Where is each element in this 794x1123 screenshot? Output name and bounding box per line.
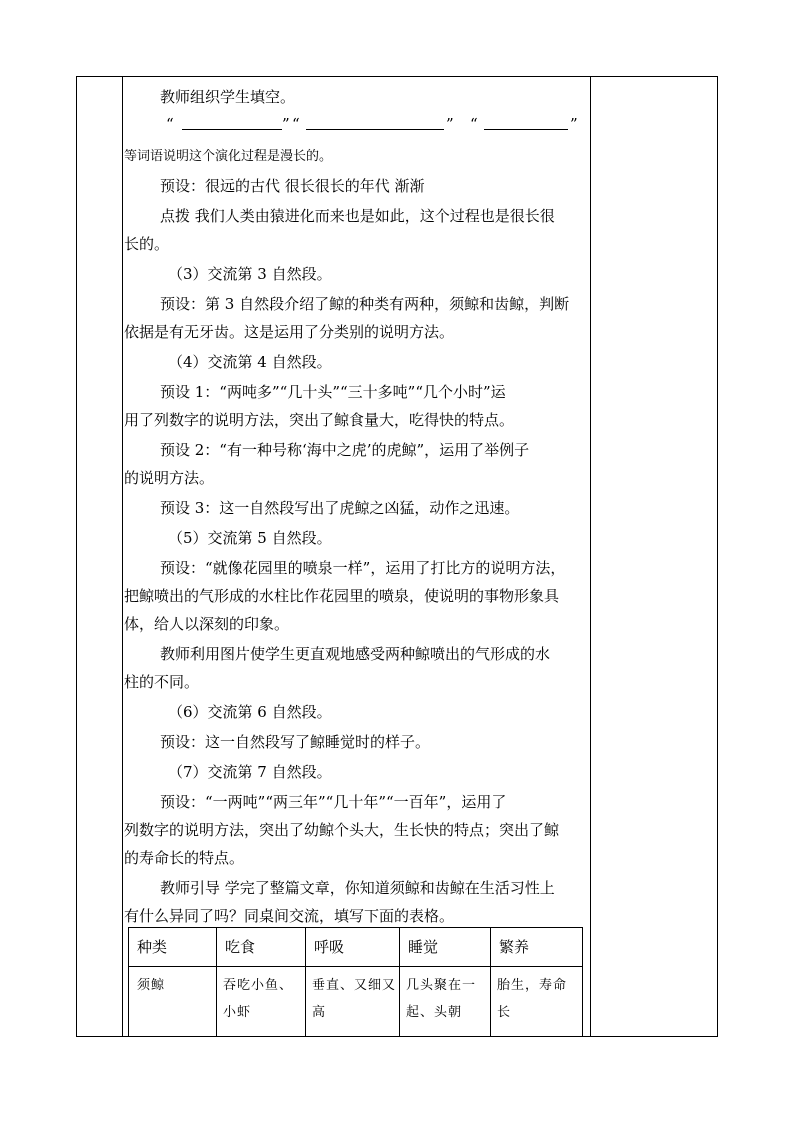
paragraph: 的说明方法。 — [124, 469, 215, 487]
paragraph: 预设 3：这一自然段写出了虎鲸之凶猛，动作之迅速。 — [160, 499, 520, 517]
column-divider-left — [122, 77, 123, 1036]
paragraph: 预设：这一自然段写了鲸睡觉时的样子。 — [160, 733, 431, 751]
paragraph: 点拨 我们人类由猿进化而来也是如此，这个过程也是很长很 — [160, 207, 555, 225]
paragraph: 预设：“就像花园里的喷泉一样”，运用了打比方的说明方法， — [160, 559, 566, 577]
quote-close: ” — [282, 115, 290, 133]
paragraph: 列数字的说明方法，突出了幼鲸个头大，生长快的特点；突出了鲸 — [124, 821, 560, 839]
paragraph: 柱的不同。 — [124, 673, 200, 691]
table-header-kind: 种类 — [137, 938, 168, 956]
fill-blank-row — [124, 115, 588, 135]
paragraph: 用了列数字的说明方法，突出了鲸食量大，吃得快的特点。 — [124, 411, 515, 429]
paragraph: 预设：“一两吨”“两三年”“几十年”“一百年”，运用了 — [160, 793, 507, 811]
table-cell-breath: 垂直、又细又高 — [312, 978, 397, 1020]
table-cell-sleep: 几头聚在一起、头朝 — [406, 978, 477, 1020]
blank-line — [182, 129, 282, 130]
paragraph: 预设：第 3 自然段介绍了鲸的种类有两种，须鲸和齿鲸，判断 — [160, 295, 570, 313]
paragraph: 长的。 — [124, 235, 170, 253]
grid-line — [305, 928, 306, 1037]
paragraph: 等词语说明这个演化过程是漫长的。 — [124, 149, 333, 164]
paragraph: 教师组织学生填空。 — [160, 88, 296, 106]
table-cell-breed: 胎生，寿命长 — [497, 978, 568, 1020]
table-cell-food: 吞吃小鱼、小虾 — [223, 978, 294, 1020]
paragraph: 依据是有无牙齿。这是运用了分类别的说明方法。 — [124, 323, 455, 341]
section-heading: （7）交流第 7 自然段。 — [168, 763, 332, 781]
paragraph: 预设：很远的古代 很长很长的年代 渐渐 — [160, 177, 425, 195]
section-heading: （3）交流第 3 自然段。 — [168, 265, 332, 283]
paragraph: 教师利用图片使学生更直观地感受两种鲸喷出的气形成的水 — [160, 645, 551, 663]
paragraph: 教师引导 学完了整篇文章，你知道须鲸和齿鲸在生活习性上 — [160, 879, 555, 897]
grid-line — [399, 928, 400, 1037]
quote-close: ” — [570, 115, 578, 133]
habits-table — [128, 927, 583, 1037]
paragraph: 把鲸喷出的气形成的水柱比作花园里的喷泉，使说明的事物形象具 — [124, 587, 560, 605]
table-header-sleep: 睡觉 — [408, 938, 439, 956]
quote-open: “ — [166, 115, 174, 133]
table-header-food: 吃食 — [225, 938, 256, 956]
section-heading: （5）交流第 5 自然段。 — [168, 529, 332, 547]
paragraph: 体，给人以深刻的印象。 — [124, 615, 290, 633]
paragraph: 预设 1：“两吨多”“几十头”“三十多吨”“几个小时”运 — [160, 383, 506, 401]
table-header-breed: 繁养 — [499, 938, 530, 956]
blank-line — [306, 129, 444, 130]
quote-close: ” — [446, 115, 454, 133]
section-heading: （4）交流第 4 自然段。 — [168, 353, 332, 371]
table-cell-kind: 须鲸 — [137, 978, 166, 993]
quote-open: “ — [292, 115, 300, 133]
section-heading: （6）交流第 6 自然段。 — [168, 703, 332, 721]
grid-line — [129, 966, 582, 967]
quote-open: “ — [470, 115, 478, 133]
blank-line — [484, 129, 568, 130]
grid-line — [216, 928, 217, 1037]
paragraph: 的寿命长的特点。 — [124, 849, 245, 867]
table-header-breath: 呼吸 — [314, 938, 345, 956]
paragraph: 预设 2：“有一种号称‘海中之虎’的虎鲸”，运用了举例子 — [160, 441, 530, 459]
grid-line — [490, 928, 491, 1037]
paragraph: 有什么异同了吗？同桌间交流，填写下面的表格。 — [124, 907, 455, 925]
